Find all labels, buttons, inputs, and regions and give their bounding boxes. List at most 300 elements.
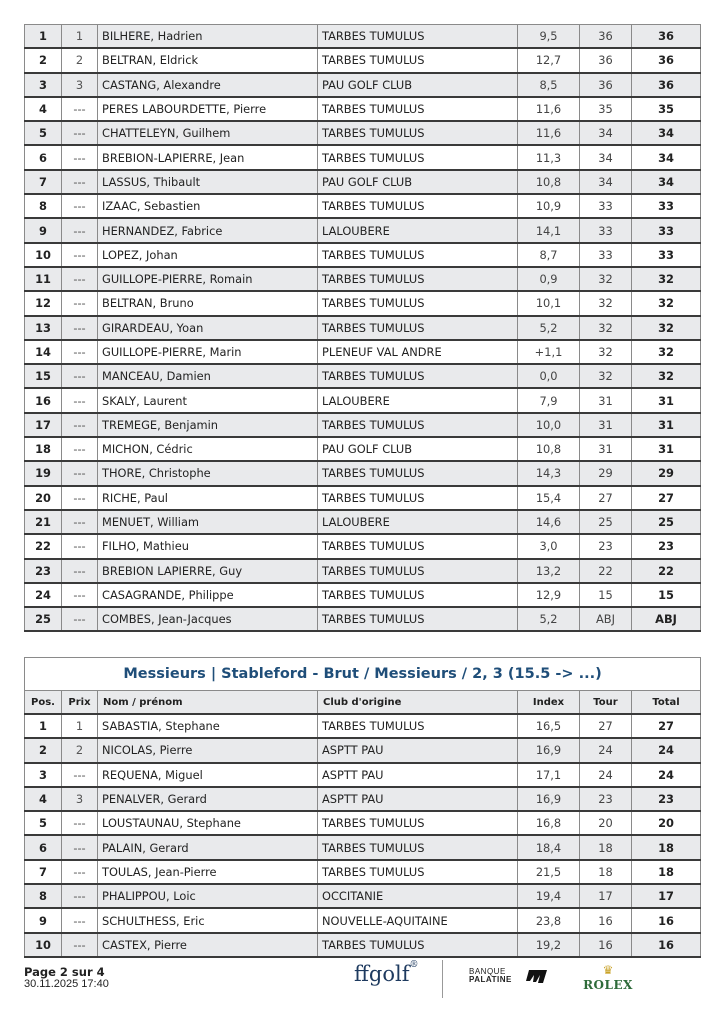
cell-index: 11,3	[518, 145, 580, 169]
cell-total: 31	[632, 437, 701, 461]
cell-club: LALOUBERE	[318, 510, 518, 534]
registered-mark: ®	[409, 960, 419, 970]
cell-tour: 36	[580, 48, 632, 72]
cell-pos: 3	[25, 763, 62, 787]
cell-index: 11,6	[518, 97, 580, 121]
cell-club: TARBES TUMULUS	[318, 316, 518, 340]
cell-club: TARBES TUMULUS	[318, 243, 518, 267]
cell-name: MENUET, William	[98, 510, 318, 534]
cell-pos: 23	[25, 559, 62, 583]
cell-tour: 36	[580, 73, 632, 97]
cell-index: 12,9	[518, 583, 580, 607]
cell-pos: 17	[25, 413, 62, 437]
cell-club: TARBES TUMULUS	[318, 607, 518, 631]
cell-club: TARBES TUMULUS	[318, 461, 518, 485]
cell-prix: ---	[62, 908, 98, 932]
cell-total: 29	[632, 461, 701, 485]
banque-logo-line2: PALATINE	[469, 975, 512, 984]
cell-name: BELTRAN, Bruno	[98, 291, 318, 315]
cell-prix: ---	[62, 437, 98, 461]
cell-name: HERNANDEZ, Fabrice	[98, 218, 318, 242]
cell-index: 18,4	[518, 835, 580, 859]
cell-pos: 2	[25, 48, 62, 72]
cell-index: 19,2	[518, 933, 580, 957]
cell-index: 10,1	[518, 291, 580, 315]
cell-prix: ---	[62, 121, 98, 145]
cell-tour: 25	[580, 510, 632, 534]
cell-name: GUILLOPE-PIERRE, Marin	[98, 340, 318, 364]
cell-pos: 6	[25, 835, 62, 859]
cell-name: PENALVER, Gerard	[98, 787, 318, 811]
cell-club: TARBES TUMULUS	[318, 48, 518, 72]
cell-prix: ---	[62, 267, 98, 291]
cell-tour: 15	[580, 583, 632, 607]
palatine-emblem-icon	[525, 968, 549, 984]
cell-club: TARBES TUMULUS	[318, 145, 518, 169]
cell-index: 16,9	[518, 738, 580, 762]
cell-name: PALAIN, Gerard	[98, 835, 318, 859]
cell-club: TARBES TUMULUS	[318, 121, 518, 145]
print-datetime: 30.11.2025 17:40	[24, 978, 109, 990]
cell-total: 32	[632, 267, 701, 291]
cell-total: 34	[632, 170, 701, 194]
cell-index: 0,0	[518, 364, 580, 388]
header-pos: Pos.	[25, 691, 62, 715]
table-row	[25, 763, 701, 787]
cell-pos: 10	[25, 933, 62, 957]
cell-club: TARBES TUMULUS	[318, 25, 518, 49]
cell-index: 10,8	[518, 437, 580, 461]
cell-name: BILHERE, Hadrien	[98, 25, 318, 49]
cell-prix: 3	[62, 787, 98, 811]
table-row	[25, 884, 701, 908]
cell-total: 34	[632, 121, 701, 145]
cell-total: 31	[632, 413, 701, 437]
table-title-row	[25, 658, 701, 691]
cell-tour: 34	[580, 121, 632, 145]
cell-prix: ---	[62, 291, 98, 315]
table-row	[25, 48, 701, 72]
cell-prix: ---	[62, 860, 98, 884]
logo-divider	[442, 960, 443, 998]
cell-pos: 15	[25, 364, 62, 388]
cell-name: CASTEX, Pierre	[98, 933, 318, 957]
cell-pos: 7	[25, 860, 62, 884]
cell-name: IZAAC, Sebastien	[98, 194, 318, 218]
cell-index: 13,2	[518, 559, 580, 583]
cell-name: BREBION-LAPIERRE, Jean	[98, 145, 318, 169]
table-row	[25, 388, 701, 412]
cell-prix: ---	[62, 884, 98, 908]
cell-tour: 16	[580, 908, 632, 932]
cell-club: TARBES TUMULUS	[318, 194, 518, 218]
cell-name: SCHULTHESS, Eric	[98, 908, 318, 932]
cell-index: 15,4	[518, 486, 580, 510]
cell-prix: ---	[62, 510, 98, 534]
cell-tour: 33	[580, 243, 632, 267]
cell-total: 17	[632, 884, 701, 908]
cell-pos: 5	[25, 121, 62, 145]
crown-icon: ♛	[602, 963, 614, 977]
table-row	[25, 73, 701, 97]
cell-name: COMBES, Jean-Jacques	[98, 607, 318, 631]
cell-index: 23,8	[518, 908, 580, 932]
cell-pos: 6	[25, 145, 62, 169]
cell-prix: ---	[62, 835, 98, 859]
table-row	[25, 583, 701, 607]
ffgolf-logo-text: ffgolf	[354, 962, 410, 986]
cell-name: RICHE, Paul	[98, 486, 318, 510]
cell-total: 24	[632, 763, 701, 787]
cell-tour: 32	[580, 316, 632, 340]
cell-total: 22	[632, 559, 701, 583]
cell-index: 14,1	[518, 218, 580, 242]
cell-prix: 2	[62, 48, 98, 72]
table-row	[25, 218, 701, 242]
cell-prix: ---	[62, 97, 98, 121]
cell-prix: 1	[62, 25, 98, 49]
cell-pos: 11	[25, 267, 62, 291]
cell-total: 16	[632, 933, 701, 957]
cell-tour: 29	[580, 461, 632, 485]
cell-name: FILHO, Mathieu	[98, 534, 318, 558]
cell-name: TOULAS, Jean-Pierre	[98, 860, 318, 884]
cell-total: 32	[632, 291, 701, 315]
cell-prix: ---	[62, 763, 98, 787]
cell-total: 24	[632, 738, 701, 762]
cell-club: TARBES TUMULUS	[318, 413, 518, 437]
ffgolf-logo	[354, 962, 419, 986]
cell-club: TARBES TUMULUS	[318, 559, 518, 583]
cell-tour: 31	[580, 413, 632, 437]
cell-index: 8,5	[518, 73, 580, 97]
cell-total: 20	[632, 811, 701, 835]
cell-prix: ---	[62, 170, 98, 194]
cell-pos: 8	[25, 194, 62, 218]
table-row	[25, 413, 701, 437]
cell-name: MICHON, Cédric	[98, 437, 318, 461]
cell-pos: 9	[25, 908, 62, 932]
cell-name: SABASTIA, Stephane	[98, 714, 318, 738]
results-table-1	[24, 24, 701, 632]
cell-index: 10,9	[518, 194, 580, 218]
cell-index: +1,1	[518, 340, 580, 364]
cell-index: 7,9	[518, 388, 580, 412]
cell-pos: 1	[25, 714, 62, 738]
cell-name: TREMEGE, Benjamin	[98, 413, 318, 437]
cell-index: 5,2	[518, 316, 580, 340]
cell-prix: ---	[62, 243, 98, 267]
cell-tour: 23	[580, 534, 632, 558]
cell-club: ASPTT PAU	[318, 787, 518, 811]
cell-pos: 14	[25, 340, 62, 364]
cell-total: ABJ	[632, 607, 701, 631]
cell-prix: 1	[62, 714, 98, 738]
page-footer	[24, 966, 109, 990]
cell-name: LASSUS, Thibault	[98, 170, 318, 194]
results-table-2-body	[25, 714, 701, 957]
cell-name: NICOLAS, Pierre	[98, 738, 318, 762]
cell-prix: ---	[62, 486, 98, 510]
cell-tour: 31	[580, 388, 632, 412]
cell-club: TARBES TUMULUS	[318, 97, 518, 121]
cell-tour: 31	[580, 437, 632, 461]
table-row	[25, 170, 701, 194]
cell-total: 31	[632, 388, 701, 412]
cell-pos: 25	[25, 607, 62, 631]
cell-name: SKALY, Laurent	[98, 388, 318, 412]
cell-index: 11,6	[518, 121, 580, 145]
cell-total: 33	[632, 194, 701, 218]
cell-index: 5,2	[518, 607, 580, 631]
results-table-1-body	[25, 25, 701, 632]
cell-pos: 21	[25, 510, 62, 534]
table-row	[25, 437, 701, 461]
cell-name: BREBION LAPIERRE, Guy	[98, 559, 318, 583]
cell-prix: ---	[62, 388, 98, 412]
cell-index: 0,9	[518, 267, 580, 291]
banque-palatine-logo	[469, 968, 512, 984]
cell-pos: 16	[25, 388, 62, 412]
cell-pos: 12	[25, 291, 62, 315]
cell-total: 15	[632, 583, 701, 607]
cell-total: 18	[632, 860, 701, 884]
header-name: Nom / prénom	[98, 691, 318, 715]
cell-club: TARBES TUMULUS	[318, 291, 518, 315]
cell-index: 16,5	[518, 714, 580, 738]
cell-tour: ABJ	[580, 607, 632, 631]
cell-club: NOUVELLE-AQUITAINE	[318, 908, 518, 932]
cell-pos: 10	[25, 243, 62, 267]
cell-tour: 27	[580, 714, 632, 738]
table-row	[25, 364, 701, 388]
table-row	[25, 340, 701, 364]
cell-prix: ---	[62, 607, 98, 631]
cell-tour: 33	[580, 218, 632, 242]
table-row	[25, 908, 701, 932]
cell-pos: 24	[25, 583, 62, 607]
table-row	[25, 811, 701, 835]
cell-prix: ---	[62, 145, 98, 169]
table-row	[25, 267, 701, 291]
header-club: Club d'origine	[318, 691, 518, 715]
cell-club: PAU GOLF CLUB	[318, 437, 518, 461]
cell-pos: 19	[25, 461, 62, 485]
cell-prix: ---	[62, 583, 98, 607]
rolex-logo-text: ROLEX	[583, 978, 633, 992]
cell-pos: 20	[25, 486, 62, 510]
cell-club: TARBES TUMULUS	[318, 583, 518, 607]
cell-tour: 24	[580, 763, 632, 787]
cell-total: 33	[632, 243, 701, 267]
cell-prix: ---	[62, 218, 98, 242]
cell-tour: 32	[580, 291, 632, 315]
cell-prix: ---	[62, 364, 98, 388]
cell-tour: 32	[580, 364, 632, 388]
cell-name: GUILLOPE-PIERRE, Romain	[98, 267, 318, 291]
cell-pos: 3	[25, 73, 62, 97]
cell-pos: 8	[25, 884, 62, 908]
header-prix: Prix	[62, 691, 98, 715]
cell-index: 17,1	[518, 763, 580, 787]
cell-total: 36	[632, 73, 701, 97]
cell-club: TARBES TUMULUS	[318, 835, 518, 859]
cell-total: 35	[632, 97, 701, 121]
table-row	[25, 714, 701, 738]
cell-tour: 27	[580, 486, 632, 510]
table-title: Messieurs | Stableford - Brut / Messieurs / 2, 3 (15.5 -> ...)	[25, 658, 701, 691]
cell-pos: 4	[25, 97, 62, 121]
table-row	[25, 243, 701, 267]
cell-total: 25	[632, 510, 701, 534]
cell-name: CASAGRANDE, Philippe	[98, 583, 318, 607]
cell-prix: ---	[62, 811, 98, 835]
header-total: Total	[632, 691, 701, 715]
rolex-logo	[580, 964, 636, 992]
cell-total: 16	[632, 908, 701, 932]
cell-club: TARBES TUMULUS	[318, 267, 518, 291]
cell-club: TARBES TUMULUS	[318, 860, 518, 884]
header-index: Index	[518, 691, 580, 715]
table-row	[25, 607, 701, 631]
table-row	[25, 121, 701, 145]
cell-prix: ---	[62, 413, 98, 437]
cell-club: TARBES TUMULUS	[318, 714, 518, 738]
cell-club: LALOUBERE	[318, 388, 518, 412]
cell-name: BELTRAN, Eldrick	[98, 48, 318, 72]
cell-name: PHALIPPOU, Loic	[98, 884, 318, 908]
cell-total: 33	[632, 218, 701, 242]
table-header-row	[25, 691, 701, 715]
cell-total: 36	[632, 48, 701, 72]
cell-pos: 1	[25, 25, 62, 49]
cell-index: 10,0	[518, 413, 580, 437]
cell-name: CHATTELEYN, Guilhem	[98, 121, 318, 145]
cell-club: LALOUBERE	[318, 218, 518, 242]
cell-index: 21,5	[518, 860, 580, 884]
cell-prix: 2	[62, 738, 98, 762]
cell-name: LOUSTAUNAU, Stephane	[98, 811, 318, 835]
cell-index: 16,9	[518, 787, 580, 811]
cell-index: 14,3	[518, 461, 580, 485]
cell-name: LOPEZ, Johan	[98, 243, 318, 267]
cell-name: MANCEAU, Damien	[98, 364, 318, 388]
cell-index: 9,5	[518, 25, 580, 49]
results-table-2	[24, 657, 701, 958]
cell-name: GIRARDEAU, Yoan	[98, 316, 318, 340]
cell-total: 27	[632, 486, 701, 510]
table-row	[25, 510, 701, 534]
cell-pos: 5	[25, 811, 62, 835]
cell-total: 23	[632, 534, 701, 558]
table-row	[25, 25, 701, 49]
cell-index: 8,7	[518, 243, 580, 267]
cell-tour: 18	[580, 860, 632, 884]
cell-prix: ---	[62, 559, 98, 583]
cell-tour: 22	[580, 559, 632, 583]
table-row	[25, 461, 701, 485]
cell-prix: ---	[62, 316, 98, 340]
cell-tour: 23	[580, 787, 632, 811]
cell-club: TARBES TUMULUS	[318, 811, 518, 835]
cell-index: 16,8	[518, 811, 580, 835]
cell-club: PLENEUF VAL ANDRE	[318, 340, 518, 364]
cell-club: ASPTT PAU	[318, 738, 518, 762]
cell-prix: ---	[62, 194, 98, 218]
table-row	[25, 97, 701, 121]
cell-club: TARBES TUMULUS	[318, 534, 518, 558]
cell-name: CASTANG, Alexandre	[98, 73, 318, 97]
cell-pos: 13	[25, 316, 62, 340]
table-row	[25, 291, 701, 315]
cell-total: 27	[632, 714, 701, 738]
cell-pos: 4	[25, 787, 62, 811]
cell-club: PAU GOLF CLUB	[318, 170, 518, 194]
cell-prix: ---	[62, 933, 98, 957]
cell-club: PAU GOLF CLUB	[318, 73, 518, 97]
cell-pos: 18	[25, 437, 62, 461]
cell-prix: ---	[62, 534, 98, 558]
cell-club: TARBES TUMULUS	[318, 364, 518, 388]
table-row	[25, 145, 701, 169]
cell-tour: 18	[580, 835, 632, 859]
cell-prix: ---	[62, 461, 98, 485]
table-row	[25, 559, 701, 583]
table-row	[25, 316, 701, 340]
cell-pos: 2	[25, 738, 62, 762]
cell-tour: 34	[580, 145, 632, 169]
cell-pos: 9	[25, 218, 62, 242]
table-row	[25, 486, 701, 510]
cell-tour: 32	[580, 267, 632, 291]
cell-total: 32	[632, 364, 701, 388]
cell-tour: 34	[580, 170, 632, 194]
cell-tour: 32	[580, 340, 632, 364]
cell-total: 32	[632, 340, 701, 364]
cell-index: 14,6	[518, 510, 580, 534]
cell-tour: 24	[580, 738, 632, 762]
cell-pos: 22	[25, 534, 62, 558]
cell-index: 3,0	[518, 534, 580, 558]
table-row	[25, 933, 701, 957]
cell-prix: ---	[62, 340, 98, 364]
cell-index: 19,4	[518, 884, 580, 908]
table-row	[25, 738, 701, 762]
cell-tour: 36	[580, 25, 632, 49]
banque-logo-line1: BANQUE	[469, 967, 506, 976]
cell-tour: 33	[580, 194, 632, 218]
cell-total: 32	[632, 316, 701, 340]
cell-club: ASPTT PAU	[318, 763, 518, 787]
cell-total: 23	[632, 787, 701, 811]
cell-club: TARBES TUMULUS	[318, 486, 518, 510]
cell-tour: 17	[580, 884, 632, 908]
cell-club: OCCITANIE	[318, 884, 518, 908]
cell-prix: 3	[62, 73, 98, 97]
cell-total: 18	[632, 835, 701, 859]
table-row	[25, 787, 701, 811]
cell-name: REQUENA, Miguel	[98, 763, 318, 787]
table-row	[25, 194, 701, 218]
page-number: Page 2 sur 4	[24, 965, 105, 979]
cell-tour: 16	[580, 933, 632, 957]
cell-name: PERES LABOURDETTE, Pierre	[98, 97, 318, 121]
cell-total: 36	[632, 25, 701, 49]
table-row	[25, 534, 701, 558]
cell-name: THORE, Christophe	[98, 461, 318, 485]
cell-tour: 20	[580, 811, 632, 835]
table-row	[25, 860, 701, 884]
